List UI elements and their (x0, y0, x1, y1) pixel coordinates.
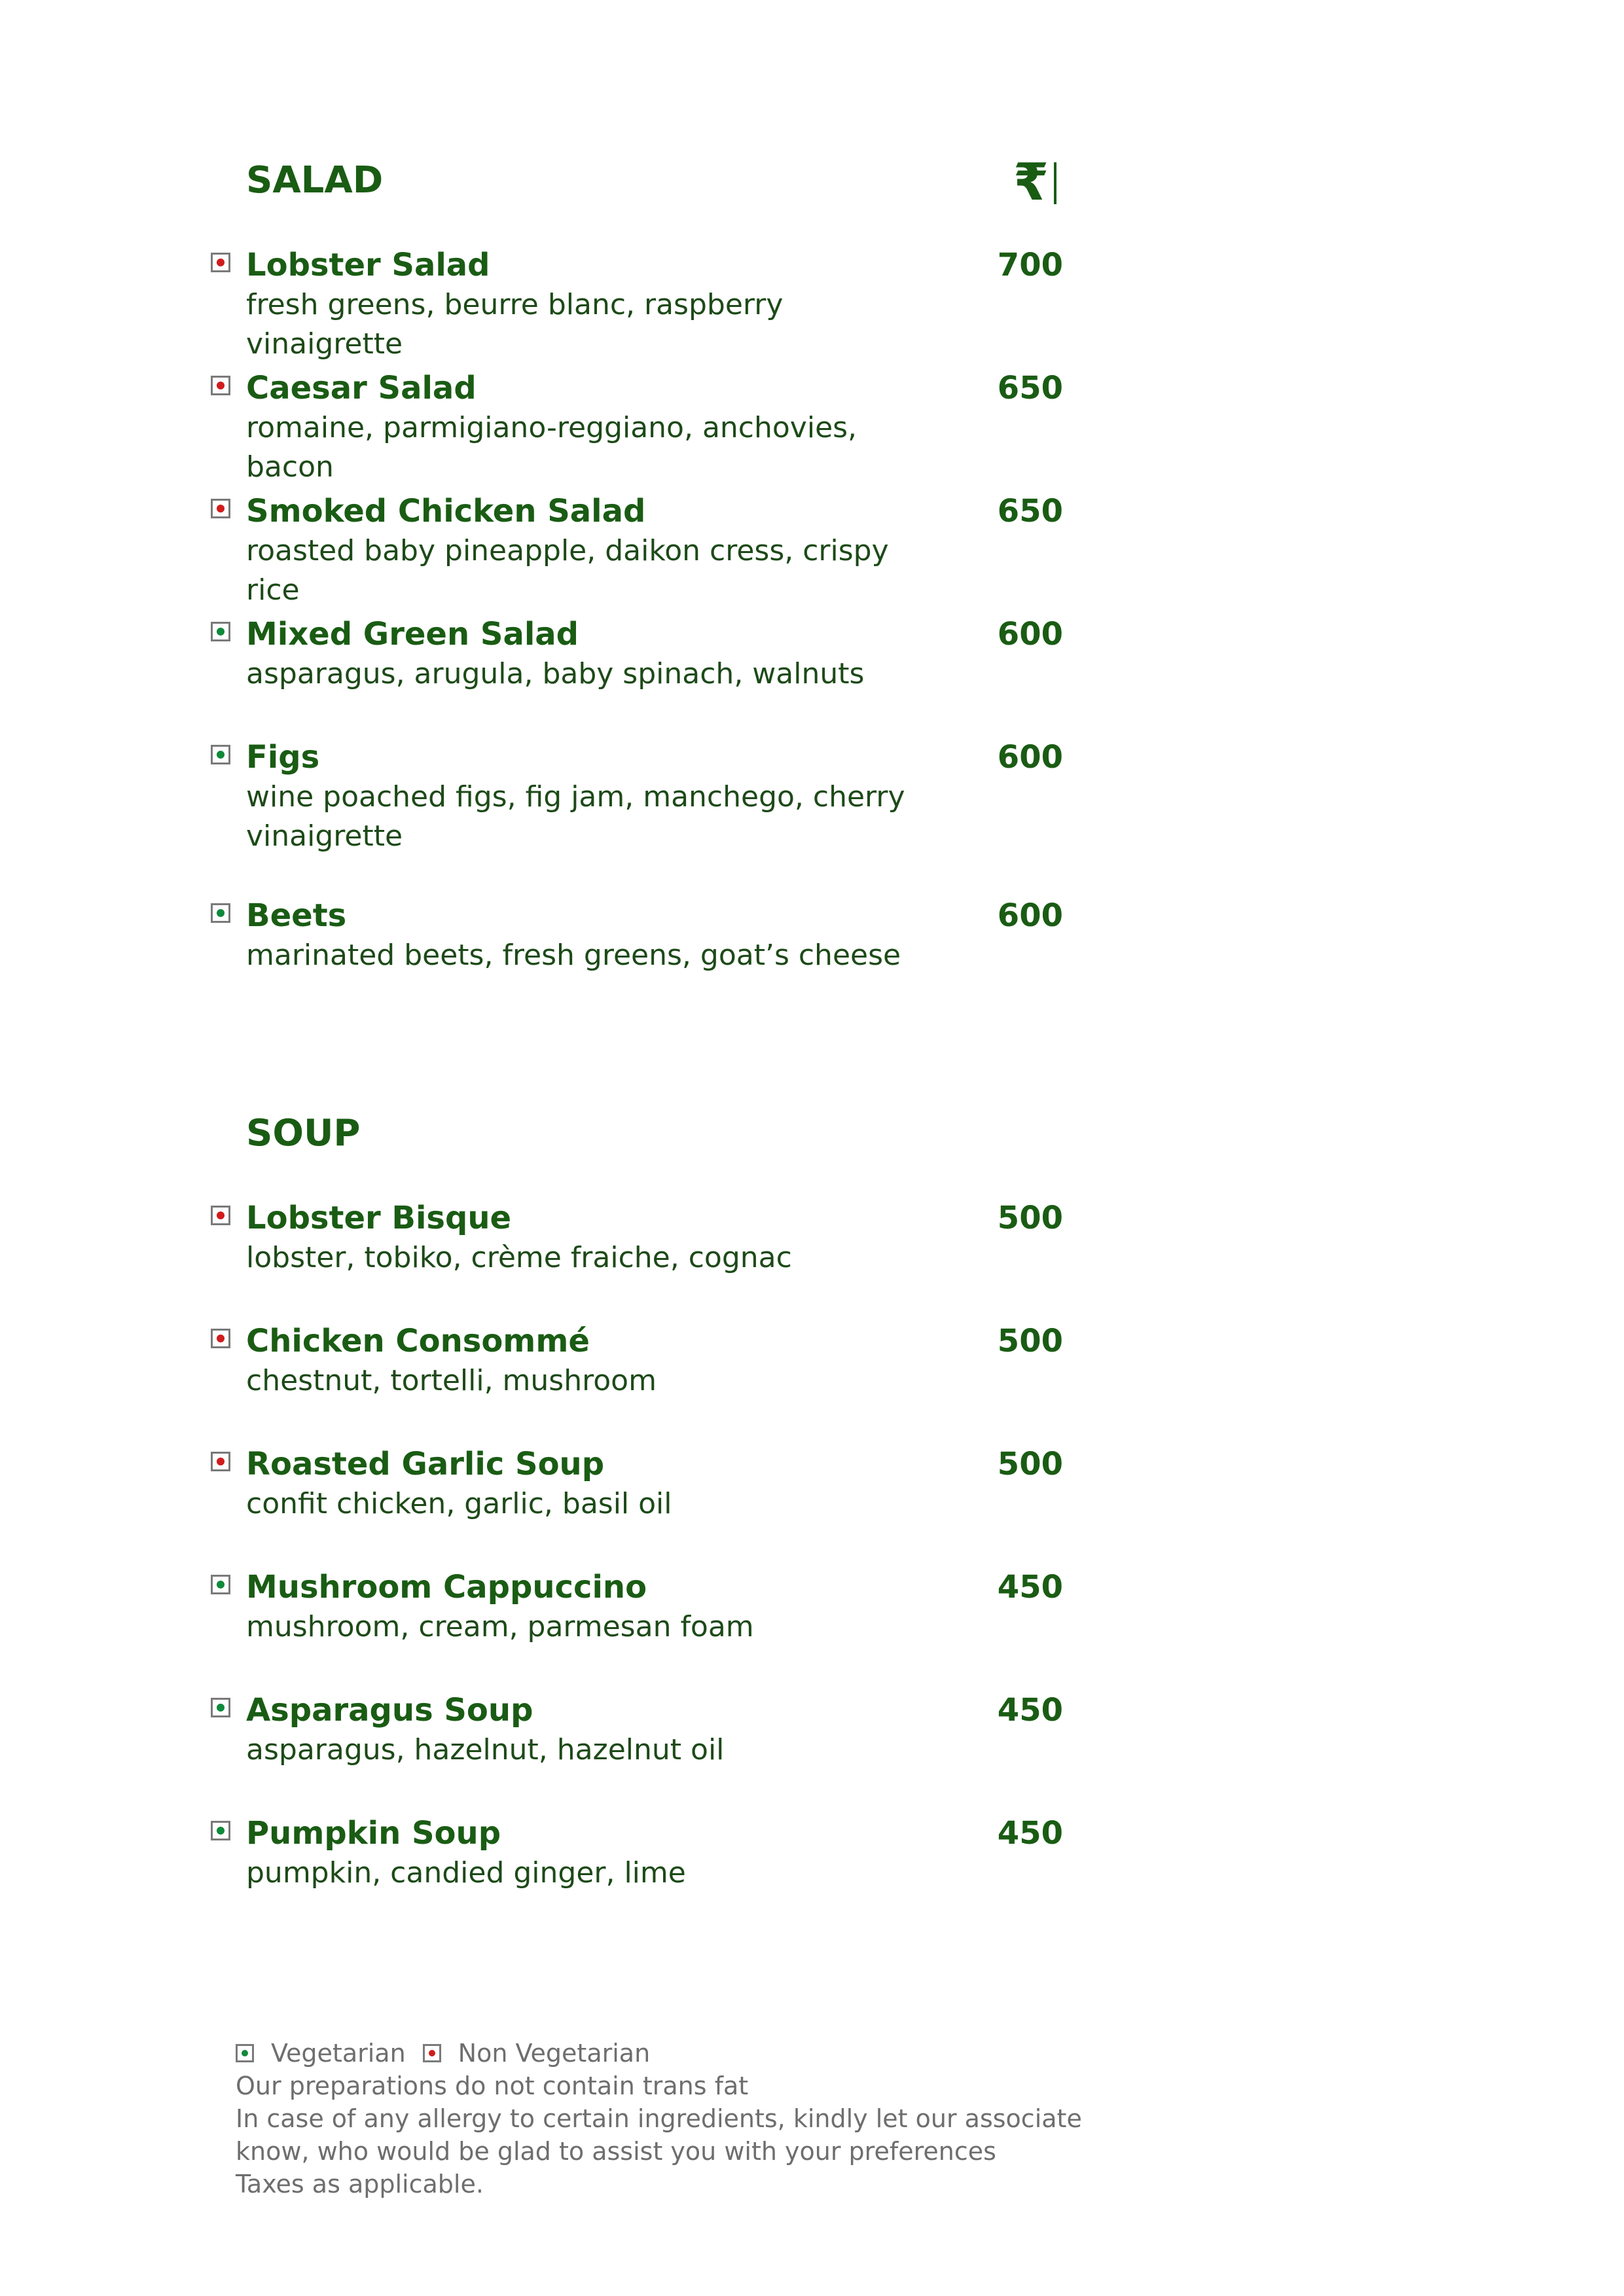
item-name: Asparagus Soup (246, 1692, 533, 1729)
menu-item-roasted-garlic-soup (0, 1445, 1624, 1550)
menu-item-chicken-consomme (0, 1322, 1624, 1427)
veg-marker-icon (211, 622, 230, 641)
menu-item-asparagus-soup (0, 1691, 1624, 1796)
item-name: Lobster Bisque (246, 1200, 512, 1236)
non-veg-marker-icon (211, 1329, 230, 1348)
note-taxes: Taxes as applicable. (236, 2170, 484, 2198)
note-allergy-line-2: know, who would be glad to assist you with your preferences (236, 2137, 996, 2166)
item-price: 450 (997, 1692, 1063, 1729)
item-price: 450 (997, 1569, 1063, 1605)
item-price: 500 (997, 1200, 1063, 1236)
veg-marker-icon (236, 2044, 254, 2062)
item-price: 600 (997, 616, 1063, 653)
non-veg-marker-icon (211, 253, 230, 272)
non-veg-marker-icon (211, 1452, 230, 1471)
item-price: 500 (997, 1323, 1063, 1359)
item-description: asparagus, arugula, baby spinach, walnuts (246, 657, 865, 691)
legend-nonveg-label: Non Vegetarian (458, 2039, 651, 2068)
item-description: marinated beets, fresh greens, goat’s cheese (246, 939, 901, 972)
note-trans-fat: Our preparations do not contain trans fat (236, 2072, 749, 2100)
item-name: Roasted Garlic Soup (246, 1446, 605, 1482)
currency-symbol: ₹ (1013, 153, 1049, 212)
item-name: Figs (246, 739, 320, 776)
legend (236, 2037, 1082, 2070)
veg-marker-icon (211, 1575, 230, 1594)
item-description: fresh greens, beurre blanc, raspberry vinaigrette (246, 288, 784, 361)
item-name: Beets (246, 897, 347, 934)
currency-symbol-bar (1054, 162, 1056, 204)
item-description: lobster, tobiko, crème fraiche, cognac (246, 1241, 792, 1274)
menu-item-pumpkin-soup (0, 1814, 1624, 1919)
item-price: 650 (997, 370, 1063, 406)
veg-marker-icon (211, 745, 230, 764)
footer-notes (236, 2037, 1082, 2200)
item-description: roasted baby pineapple, daikon cress, crispy rice (246, 534, 889, 607)
item-price: 700 (997, 247, 1063, 283)
menu-item-figs (0, 738, 1624, 853)
section-title-soup: SOUP (246, 1112, 361, 1155)
item-name: Mixed Green Salad (246, 616, 579, 653)
item-price: 450 (997, 1815, 1063, 1852)
menu-item-caesar-salad (0, 369, 1624, 484)
non-veg-marker-icon (211, 499, 230, 518)
veg-marker-icon (211, 903, 230, 923)
non-veg-marker-icon (211, 376, 230, 395)
legend-veg-label: Vegetarian (271, 2039, 406, 2068)
item-description: confit chicken, garlic, basil oil (246, 1487, 672, 1520)
item-description: asparagus, hazelnut, hazelnut oil (246, 1733, 725, 1767)
section-title-salad: SALAD (246, 159, 384, 202)
menu-item-lobster-bisque (0, 1199, 1624, 1304)
menu-item-mixed-green-salad (0, 615, 1624, 720)
item-name: Chicken Consommé (246, 1323, 590, 1359)
item-price: 500 (997, 1446, 1063, 1482)
menu-item-beets (0, 897, 1624, 1001)
item-name: Smoked Chicken Salad (246, 493, 646, 529)
non-veg-marker-icon (211, 1206, 230, 1225)
item-name: Pumpkin Soup (246, 1815, 501, 1852)
item-name: Lobster Salad (246, 247, 490, 283)
item-description: pumpkin, candied ginger, lime (246, 1856, 686, 1890)
veg-marker-icon (211, 1698, 230, 1717)
item-description: wine poached figs, fig jam, manchego, cherry vinaigrette (246, 780, 905, 853)
item-name: Caesar Salad (246, 370, 477, 406)
veg-marker-icon (211, 1821, 230, 1840)
menu-item-lobster-salad (0, 246, 1624, 361)
item-description: romaine, parmigiano-reggiano, anchovies, bacon (246, 411, 857, 484)
item-price: 600 (997, 897, 1063, 934)
item-price: 650 (997, 493, 1063, 529)
item-price: 600 (997, 739, 1063, 776)
non-veg-marker-icon (423, 2044, 441, 2062)
note-allergy-line-1: In case of any allergy to certain ingredients, kindly let our associate (236, 2104, 1082, 2133)
item-description: mushroom, cream, parmesan foam (246, 1610, 754, 1643)
menu-item-mushroom-cappuccino (0, 1568, 1624, 1673)
menu-item-smoked-chicken-salad (0, 492, 1624, 607)
item-description: chestnut, tortelli, mushroom (246, 1364, 657, 1397)
item-name: Mushroom Cappuccino (246, 1569, 647, 1605)
